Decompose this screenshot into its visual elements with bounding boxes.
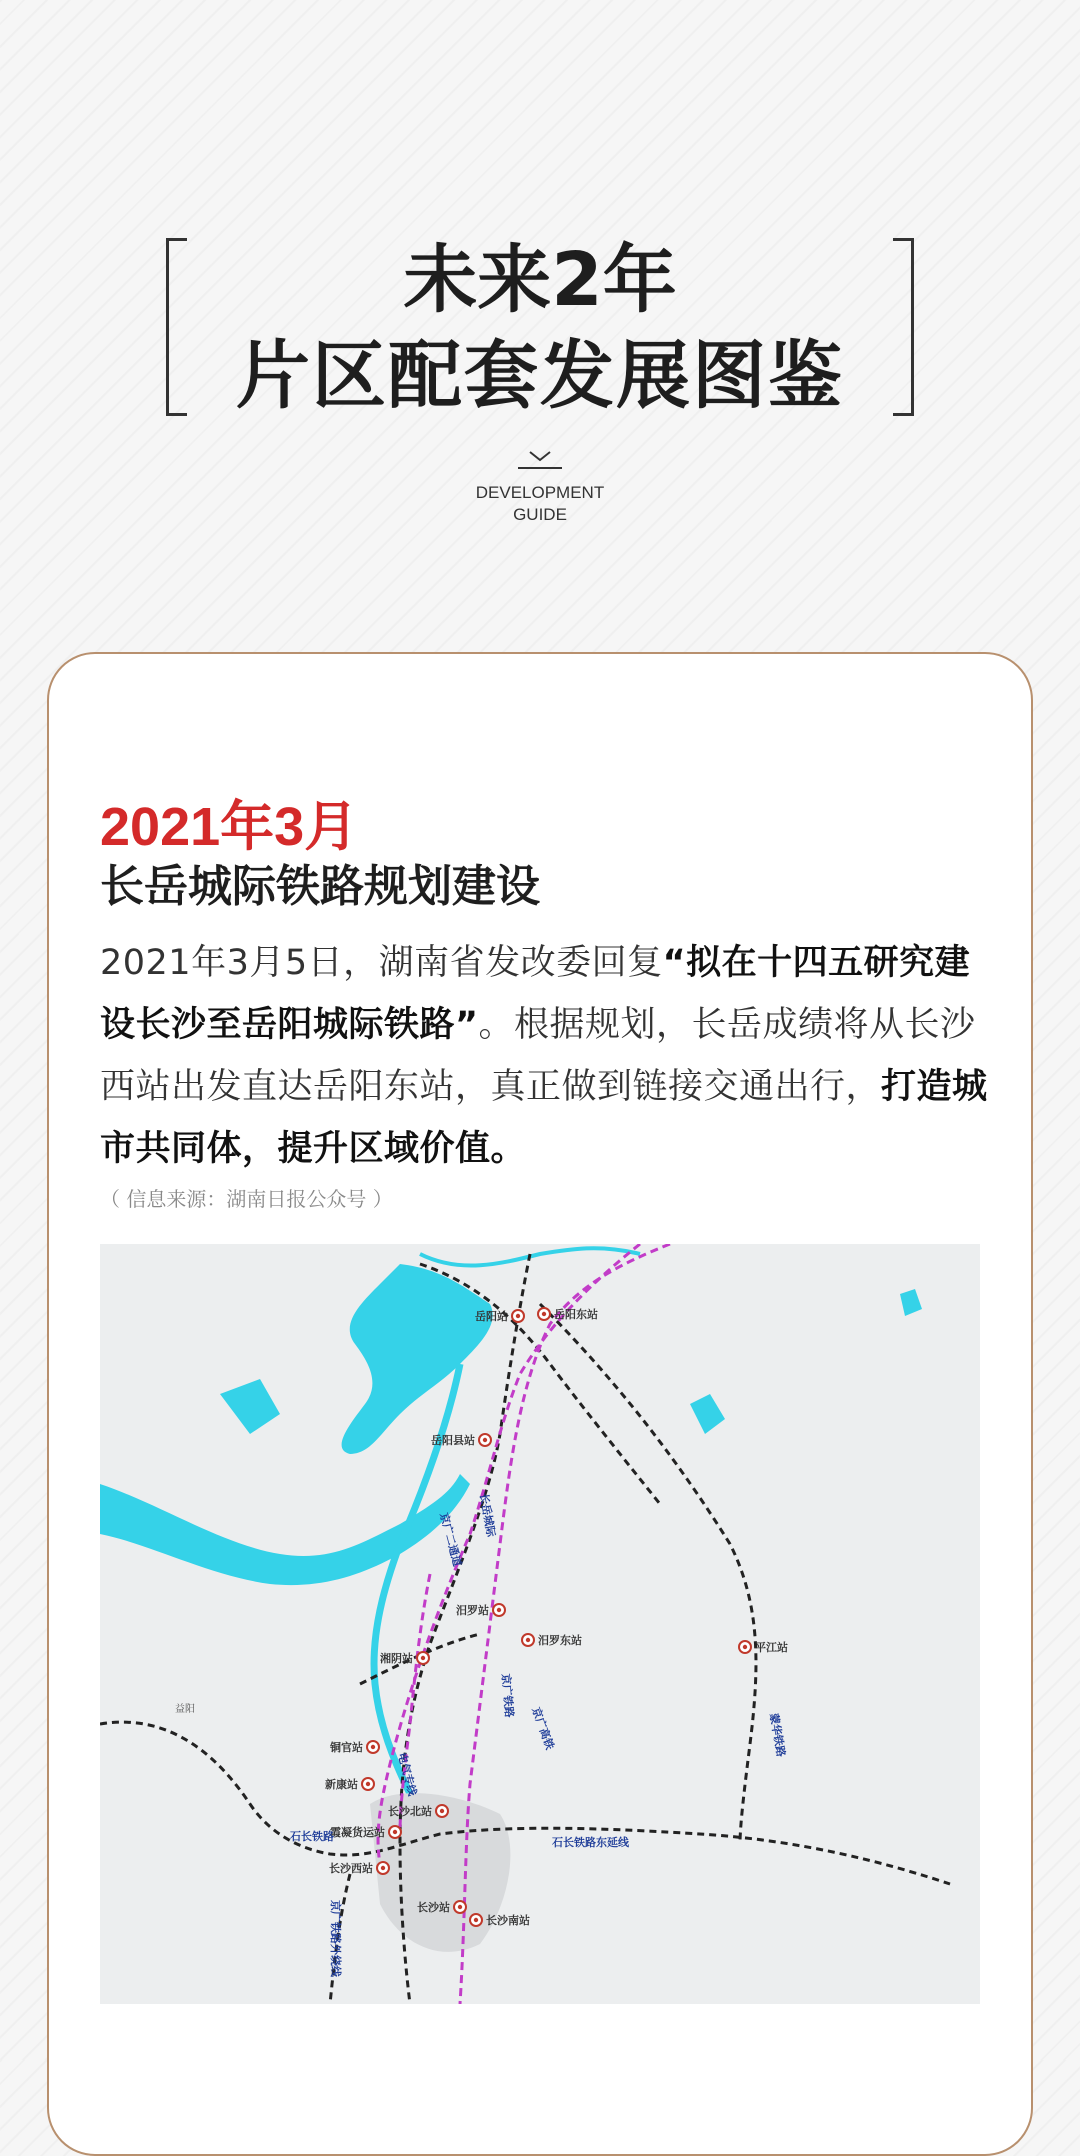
- station-label: 岳阳站: [475, 1310, 508, 1323]
- station-marker-dot: [458, 1905, 462, 1909]
- article-source: （ 信息来源：湖南日报公众号 ）: [100, 1187, 393, 1211]
- body-part-1: 2021年3月5日，湖南省发改委回复: [100, 943, 663, 983]
- subtitle-line-1: DEVELOPMENT: [475, 483, 605, 502]
- station-label: 铜官站: [330, 1741, 363, 1754]
- station-marker-dot: [440, 1809, 444, 1813]
- station-label: 新康站: [325, 1778, 358, 1791]
- menghua-railway-line: [540, 1304, 756, 1844]
- station-marker-dot: [381, 1866, 385, 1870]
- article-date: 2021年3月: [100, 797, 359, 857]
- rail-label-changyue: 长岳城际: [477, 1492, 498, 1538]
- station-marker-dot: [393, 1830, 397, 1834]
- station-marker-dot: [497, 1608, 501, 1612]
- station-label: 长沙西站: [329, 1862, 373, 1875]
- station-marker-dot: [526, 1638, 530, 1642]
- station-label: 湘阴站: [380, 1652, 413, 1665]
- existing-railways: [100, 1254, 950, 2004]
- dongting-lake: [342, 1264, 493, 1454]
- body-part-3: 。根据规划，长岳成绩将从长沙西站出发直达岳阳东站，真正做到链接交通出行，: [100, 1005, 976, 1107]
- subtitle-line-2: GUIDE: [513, 505, 567, 524]
- station-label: 长沙北站: [388, 1805, 432, 1818]
- station-marker-dot: [542, 1312, 546, 1316]
- page-title: [0, 232, 1080, 424]
- article-body: [100, 932, 990, 1180]
- article-headline: 长岳城际铁路规划建设: [100, 861, 540, 912]
- body-part-4-bold: 打造城市共同体，提升区域价值。: [100, 1067, 988, 1169]
- lake-small-1: [220, 1379, 280, 1434]
- station-label: 长沙南站: [486, 1914, 530, 1927]
- station-label: 汨罗东站: [538, 1634, 582, 1647]
- station-marker-dot: [421, 1656, 425, 1660]
- station-marker-dot: [483, 1438, 487, 1442]
- station-label: 岳阳东站: [554, 1308, 598, 1321]
- rail-label-shichang-east: 石长铁路东延线: [552, 1836, 629, 1849]
- shichang-railway-line: [100, 1722, 950, 1884]
- station-marker-dot: [743, 1645, 747, 1649]
- rail-label-jingguang-hsr: 京广高铁: [529, 1705, 557, 1752]
- title-line-1: 未来2年: [403, 237, 677, 323]
- rail-label-shichang: 石长铁路: [290, 1830, 334, 1843]
- lake-small-3: [900, 1289, 922, 1316]
- chevron-divider-icon: [518, 446, 562, 470]
- rail-label-menghua: 蒙华铁路: [767, 1712, 788, 1758]
- railway-map: [100, 1244, 980, 2004]
- station-marker-dot: [371, 1745, 375, 1749]
- city-label-yiyang: 益阳: [175, 1704, 195, 1715]
- rail-label-jingguang-bypass: 京广铁路外绕线: [329, 1900, 342, 1977]
- section-subtitle: [0, 482, 1080, 526]
- river-west: [100, 1474, 470, 1585]
- station-marker-dot: [516, 1314, 520, 1318]
- rail-label-jingguang-second: 京广二通道: [437, 1511, 464, 1568]
- station-label: 汨罗站: [456, 1604, 489, 1617]
- lake-small-2: [690, 1394, 725, 1434]
- rail-label-jingguang: 京广铁路: [499, 1673, 516, 1719]
- station-marker-dot: [474, 1918, 478, 1922]
- station-label: 平江站: [755, 1641, 788, 1654]
- title-line-2: 片区配套发展图鉴: [236, 333, 844, 419]
- station-label: 岳阳县站: [431, 1434, 475, 1447]
- station-marker-dot: [366, 1782, 370, 1786]
- station-label: 霞凝货运站: [330, 1826, 385, 1839]
- rail-label-dianqi: 电气专线: [395, 1751, 420, 1798]
- body-part-2-bold: “拟在十四五研究建设长沙至岳阳城际铁路”: [100, 943, 971, 1045]
- railway-map-svg: [100, 1244, 980, 2004]
- station-label: 长沙站: [417, 1901, 450, 1914]
